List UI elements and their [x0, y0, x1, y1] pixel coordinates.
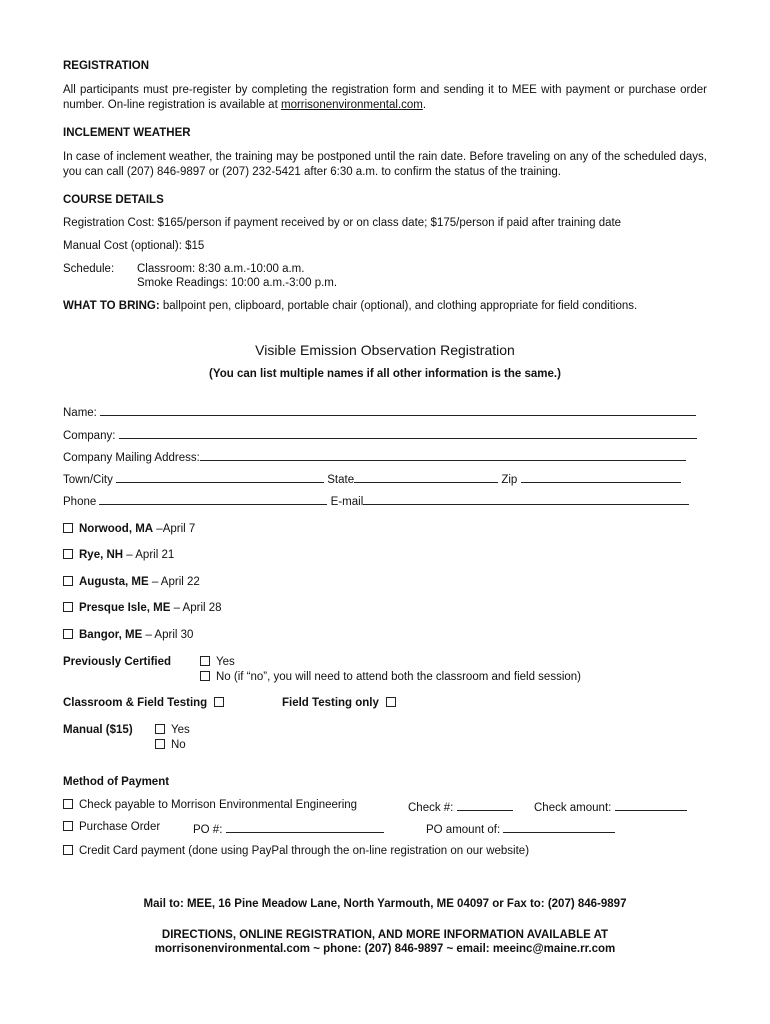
- check-number: [408, 799, 513, 814]
- company-field[interactable]: [119, 427, 697, 439]
- po-label: Purchase Order: [79, 821, 161, 833]
- session-checkbox[interactable]: [63, 549, 73, 559]
- credit-card-option[interactable]: [63, 845, 529, 857]
- schedule-smoke: Smoke Readings: 10:00 a.m.-3:00 p.m.: [137, 277, 338, 289]
- session-option[interactable]: [63, 523, 195, 535]
- certified-yes-checkbox[interactable]: [200, 656, 210, 666]
- weather-text: In case of inclement weather, the training may be postponed until the rain date. Before traveling on any of the scheduled days, you can call (207) 846-9897 or (207) 232-5421 after 6:30 a.m. to confirm the status of the training.: [63, 151, 707, 178]
- session-checkbox[interactable]: [63, 523, 73, 533]
- form-title: Visible Emission Observation Registration: [255, 342, 515, 358]
- po-checkbox[interactable]: [63, 821, 73, 831]
- session-checkbox[interactable]: [63, 629, 73, 639]
- name-field[interactable]: [100, 404, 696, 416]
- address-label: Company Mailing Address:: [63, 452, 200, 464]
- session-option[interactable]: [63, 549, 174, 561]
- check-option[interactable]: [63, 799, 357, 811]
- certified-no-checkbox[interactable]: [200, 671, 210, 681]
- manual-no-checkbox[interactable]: [155, 739, 165, 749]
- weather-heading: INCLEMENT WEATHER: [63, 127, 191, 139]
- payment-heading: Method of Payment: [63, 776, 170, 788]
- contact-line: morrisonenvironmental.com ~ phone: (207) 846-9897 ~ email: meeinc@maine.rr.com: [154, 943, 616, 955]
- field-only-checkbox[interactable]: [386, 697, 396, 707]
- session-date: – April 22: [148, 576, 200, 588]
- manual-no-label: No: [171, 739, 186, 751]
- mail-to: Mail to: MEE, 16 Pine Meadow Lane, North Yarmouth, ME 04097 or Fax to: (207) 846-9897: [143, 898, 627, 910]
- classroom-field-checkbox[interactable]: [214, 697, 224, 707]
- registration-cost: Registration Cost: $165/person if payment received by or on class date; $175/person if paid after training date: [63, 217, 622, 229]
- state-field[interactable]: [354, 471, 498, 483]
- company-label: Company:: [63, 430, 116, 442]
- address-row: [63, 449, 703, 464]
- field-only-option[interactable]: [282, 697, 402, 709]
- schedule-classroom: Classroom: 8:30 a.m.-10:00 a.m.: [137, 263, 305, 275]
- certified-no-label: No (if “no”, you will need to attend both the classroom and field session): [216, 671, 581, 683]
- phone-row: [63, 493, 703, 508]
- po-amount: [426, 821, 615, 836]
- bring-text: ballpoint pen, clipboard, portable chair (optional), and clothing appropriate for field conditions.: [159, 300, 638, 312]
- session-date: – April 21: [123, 549, 175, 561]
- certified-no-option[interactable]: [200, 671, 581, 683]
- state-label: State: [327, 474, 355, 486]
- po-amount-field[interactable]: [503, 821, 615, 833]
- website-link[interactable]: morrisonenvironmental.com: [280, 99, 423, 111]
- session-location: Bangor, ME: [79, 629, 143, 641]
- zip-label: Zip: [501, 474, 518, 486]
- check-amount-label: Check amount:: [534, 802, 612, 814]
- address-field[interactable]: [200, 449, 686, 461]
- town-row: [63, 471, 703, 486]
- registration-heading: REGISTRATION: [63, 60, 150, 72]
- po-number-label: PO #:: [193, 824, 223, 836]
- registration-text-body: All participants must pre-register by completing the registration form and sending it to MEE with payment or purchase order number. On-line registration is available at: [63, 84, 707, 111]
- manual-label: Manual ($15): [63, 724, 133, 736]
- session-location: Presque Isle, ME: [79, 602, 171, 614]
- directions-heading: DIRECTIONS, ONLINE REGISTRATION, AND MORE INFORMATION AVAILABLE AT: [161, 929, 609, 941]
- check-amount-field[interactable]: [615, 799, 687, 811]
- name-label: Name:: [63, 407, 97, 419]
- field-only-label: Field Testing only: [282, 697, 379, 709]
- certified-yes-option[interactable]: [200, 656, 235, 668]
- classroom-field-label: Classroom & Field Testing: [63, 697, 208, 709]
- town-label: Town/City: [63, 474, 113, 486]
- registration-text-end: .: [422, 99, 427, 111]
- check-amount: [534, 799, 687, 814]
- check-label: Check payable to Morrison Environmental Engineering: [79, 799, 358, 811]
- zip-field[interactable]: [521, 471, 681, 483]
- name-row: [63, 404, 703, 419]
- email-field[interactable]: [363, 493, 689, 505]
- manual-yes-checkbox[interactable]: [155, 724, 165, 734]
- classroom-field-option[interactable]: [63, 697, 230, 709]
- check-number-field[interactable]: [457, 799, 513, 811]
- po-option[interactable]: [63, 821, 160, 833]
- po-number-field[interactable]: [226, 821, 384, 833]
- session-option[interactable]: [63, 576, 200, 588]
- registration-text: [63, 83, 707, 113]
- email-label: E-mail: [330, 496, 364, 508]
- course-heading: COURSE DETAILS: [63, 194, 164, 206]
- session-location: Augusta, ME: [79, 576, 149, 588]
- certified-yes-label: Yes: [216, 656, 235, 668]
- session-date: – April 30: [142, 629, 194, 641]
- manual-yes-label: Yes: [171, 724, 190, 736]
- po-number: [193, 821, 384, 836]
- session-location: Norwood, MA: [79, 523, 154, 535]
- town-field[interactable]: [116, 471, 324, 483]
- session-option[interactable]: [63, 629, 193, 641]
- bring-label: WHAT TO BRING:: [63, 300, 160, 312]
- check-number-label: Check #:: [408, 802, 454, 814]
- session-date: –April 7: [153, 523, 196, 535]
- manual-yes-option[interactable]: [155, 724, 190, 736]
- credit-card-checkbox[interactable]: [63, 845, 73, 855]
- po-amount-label: PO amount of:: [426, 824, 501, 836]
- session-date: – April 28: [170, 602, 222, 614]
- check-checkbox[interactable]: [63, 799, 73, 809]
- session-location: Rye, NH: [79, 549, 124, 561]
- what-to-bring: [63, 300, 637, 312]
- session-checkbox[interactable]: [63, 576, 73, 586]
- phone-field[interactable]: [99, 493, 327, 505]
- session-option[interactable]: [63, 602, 222, 614]
- manual-cost: Manual Cost (optional): $15: [63, 240, 205, 252]
- phone-label: Phone: [63, 496, 97, 508]
- company-row: [63, 427, 703, 442]
- session-checkbox[interactable]: [63, 602, 73, 612]
- credit-card-label: Credit Card payment (done using PayPal through the on-line registration on our website): [79, 845, 530, 857]
- schedule-label: Schedule:: [63, 263, 115, 275]
- form-subtitle: (You can list multiple names if all other information is the same.): [209, 368, 561, 380]
- certified-label: Previously Certified: [63, 656, 172, 668]
- manual-no-option[interactable]: [155, 739, 186, 751]
